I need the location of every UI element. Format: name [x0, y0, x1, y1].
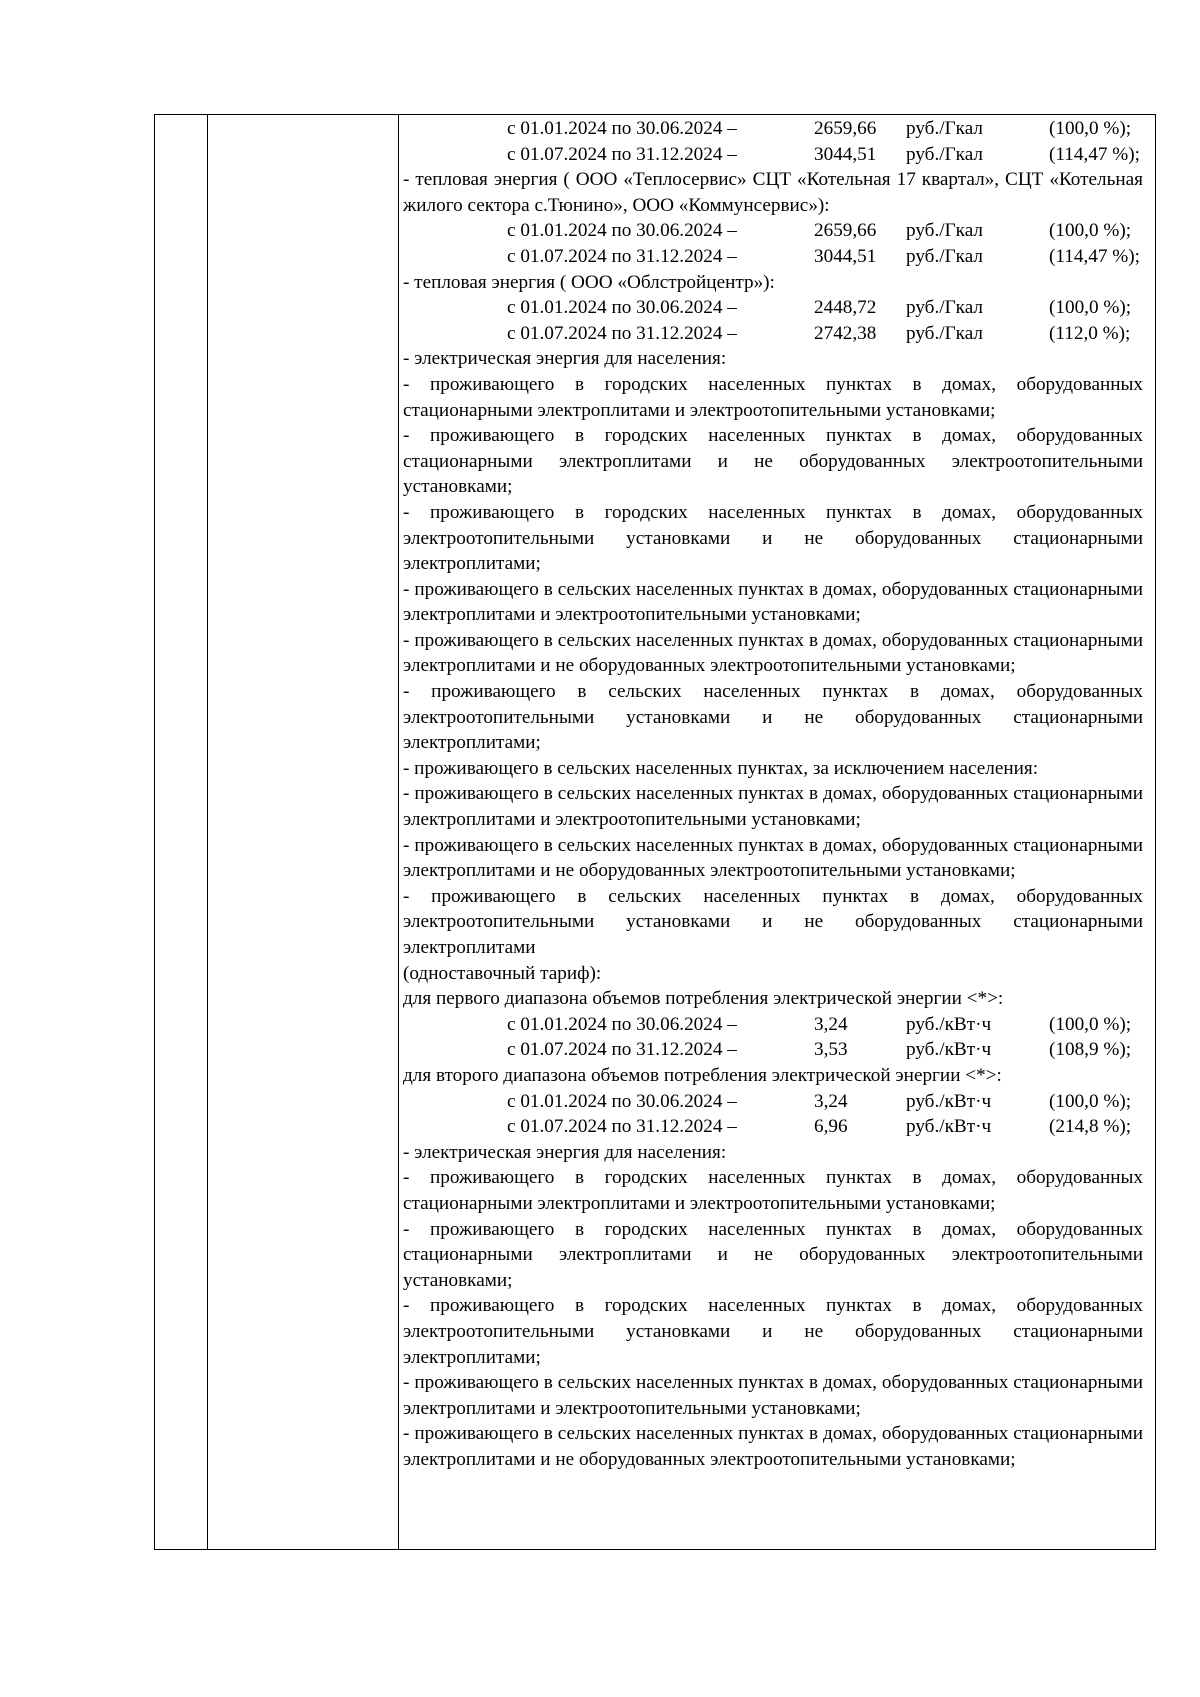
paragraph: - проживающего в городских населенных пунктах в домах, оборудованных стационарными электроплитами и электроотопительными установками; — [403, 373, 1143, 421]
tariff-unit: руб./кВт·ч — [906, 1039, 992, 1061]
tariff-rate-row — [403, 1012, 1143, 1038]
period-text: с 01.01.2024 по 30.06.2024 – — [507, 220, 737, 242]
paragraph: - проживающего в сельских населенных пунктах в домах, оборудованных электроотопительными установками и не оборудованных стационарными электроплитами; — [403, 681, 1143, 754]
tariff-percent: (114,47 %); — [1049, 245, 1140, 267]
tariff-value: 2659,66 — [814, 220, 877, 242]
paragraph: для второго диапазона объемов потребления электрической энергии <*>: — [403, 1064, 1002, 1086]
paragraph: - проживающего в сельских населенных пунктах в домах, оборудованных стационарными электроплитами и электроотопительными установками; — [403, 783, 1143, 831]
period-text: с 01.07.2024 по 31.12.2024 – — [507, 322, 737, 344]
period-text: с 01.07.2024 по 31.12.2024 – — [507, 245, 737, 267]
tariff-value: 6,96 — [814, 1116, 848, 1138]
tariff-value: 3,53 — [814, 1039, 848, 1061]
column-divider-1 — [207, 115, 208, 1549]
column-divider-2 — [398, 115, 399, 1549]
tariff-unit: руб./кВт·ч — [906, 1090, 992, 1112]
tariff-value: 3044,51 — [814, 143, 877, 165]
tariff-rate-row — [403, 1037, 1143, 1063]
tariff-percent: (112,0 %); — [1049, 322, 1131, 344]
period-text: с 01.01.2024 по 30.06.2024 – — [507, 1013, 737, 1035]
paragraph: - проживающего в сельских населенных пунктах в домах, оборудованных стационарными электроплитами и электроотопительными установками; — [403, 1372, 1143, 1419]
tariff-value: 3044,51 — [814, 245, 877, 267]
paragraph: - проживающего в сельских населенных пунктах в домах, оборудованных стационарными электроплитами и электроотопительными установками; — [403, 578, 1143, 626]
paragraph: - проживающего в сельских населенных пунктах в домах, оборудованных стационарными электроплитами и не оборудованных электроотопительными установками; — [403, 1423, 1143, 1470]
paragraph: - проживающего в сельских населенных пунктах, за исключением населения: — [403, 757, 1039, 779]
tariff-unit: руб./кВт·ч — [906, 1116, 992, 1138]
tariff-percent: (100,0 %); — [1049, 220, 1132, 242]
tariff-rate-row — [403, 218, 1143, 244]
paragraph: - проживающего в городских населенных пунктах в домах, оборудованных электроотопительными установками и не оборудованных стационарными электроплитами; — [403, 1295, 1143, 1368]
tariff-unit: руб./Гкал — [906, 118, 983, 139]
tariff-percent: (214,8 %); — [1049, 1116, 1132, 1138]
paragraph: - электрическая энергия для населения: — [403, 1141, 727, 1163]
paragraph: - проживающего в сельских населенных пунктах в домах, оборудованных стационарными электроплитами и не оборудованных электроотопительными установками; — [403, 629, 1143, 677]
tariff-unit: руб./Гкал — [906, 220, 983, 242]
tariff-percent: (100,0 %); — [1049, 1013, 1132, 1035]
period-text: с 01.01.2024 по 30.06.2024 – — [507, 1090, 737, 1112]
paragraph: - проживающего в сельских населенных пунктах в домах, оборудованных стационарными электроплитами и не оборудованных электроотопительными установками; — [403, 834, 1143, 882]
tariff-percent: (108,9 %); — [1049, 1039, 1132, 1061]
tariff-rate-row — [403, 244, 1143, 270]
paragraph: - проживающего в городских населенных пунктах в домах, оборудованных электроотопительными установками и не оборудованных стационарными электроплитами; — [403, 501, 1143, 575]
paragraph: - тепловая энергия ( ООО «Теплосервис» СЦТ «Котельная 17 квартал», СЦТ «Котельная жилого сектора с.Тюнино», ООО «Коммунсервис»): — [403, 169, 1143, 216]
tariff-rate-row — [403, 142, 1143, 168]
tariff-unit: руб./Гкал — [906, 322, 983, 344]
tariff-percent: (100,0 %); — [1049, 118, 1132, 139]
tariff-value: 2659,66 — [814, 118, 877, 139]
paragraph: для первого диапазона объемов потребления электрической энергии <*>: — [403, 988, 1004, 1010]
paragraph: - электрическая энергия для населения: — [403, 348, 727, 370]
tariff-rate-row — [403, 1089, 1143, 1115]
paragraph: - тепловая энергия ( ООО «Облстройцентр»): — [403, 271, 775, 293]
tariff-unit: руб./Гкал — [906, 143, 983, 165]
tariff-value: 2742,38 — [814, 322, 877, 344]
tariff-value: 3,24 — [814, 1013, 848, 1035]
tariff-unit: руб./Гкал — [906, 245, 983, 267]
paragraph: (одноставочный тариф): — [403, 962, 602, 984]
period-text: с 01.01.2024 по 30.06.2024 – — [507, 118, 737, 139]
tariff-value: 3,24 — [814, 1090, 848, 1112]
tariff-cell-text — [403, 116, 1143, 1472]
tariff-unit: руб./Гкал — [906, 297, 983, 319]
tariff-percent: (114,47 %); — [1049, 143, 1140, 165]
tariff-value: 2448,72 — [814, 297, 877, 319]
tariff-rate-row — [403, 116, 1143, 142]
paragraph: - проживающего в городских населенных пунктах в домах, оборудованных стационарными электроплитами и не оборудованных электроотопительными установками; — [403, 1218, 1143, 1291]
tariff-rate-row — [403, 321, 1143, 347]
paragraph: - проживающего в сельских населенных пунктах в домах, оборудованных электроотопительными установками и не оборудованных стационарными электроплитами — [403, 885, 1143, 958]
period-text: с 01.01.2024 по 30.06.2024 – — [507, 297, 737, 319]
tariff-rate-row — [403, 1114, 1143, 1140]
tariff-rate-row — [403, 295, 1143, 321]
paragraph: - проживающего в городских населенных пунктах в домах, оборудованных стационарными электроплитами и электроотопительными установками; — [403, 1167, 1143, 1214]
period-text: с 01.07.2024 по 31.12.2024 – — [507, 143, 737, 165]
paragraph: - проживающего в городских населенных пунктах в домах, оборудованных стационарными электроплитами и не оборудованных электроотопительными установками; — [403, 425, 1143, 498]
period-text: с 01.07.2024 по 31.12.2024 – — [507, 1116, 737, 1138]
tariff-percent: (100,0 %); — [1049, 297, 1132, 319]
tariff-unit: руб./кВт·ч — [906, 1013, 992, 1035]
tariff-percent: (100,0 %); — [1049, 1090, 1132, 1112]
period-text: с 01.07.2024 по 31.12.2024 – — [507, 1039, 737, 1061]
